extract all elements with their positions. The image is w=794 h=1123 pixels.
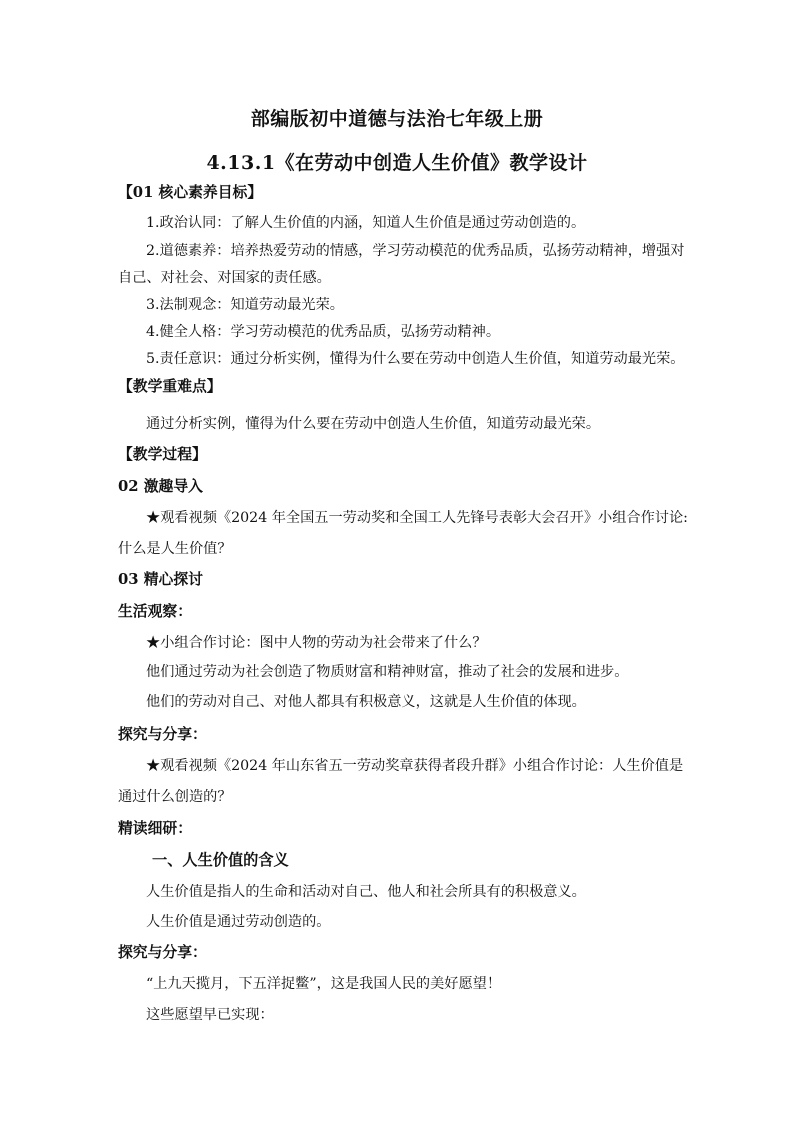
key-text: 通过分析实例，懂得为什么要在劳动中创造人生价值，知道劳动最光荣。 (146, 416, 601, 432)
intro-line-2: 什么是人生价值？ (118, 541, 232, 557)
goal-item-4: 4.健全人格：学习劳动模范的优秀品质，弘扬劳动精神。 (146, 324, 501, 340)
read-heading: 精读细研： (118, 820, 192, 837)
goal-item-5: 5.责任意识：通过分析实例，懂得为什么要在劳动中创造人生价值，知道劳动最光荣。 (146, 351, 685, 367)
goal-item-1: 1.政治认同：了解人生价值的内涵，知道人生价值是通过劳动创造的。 (146, 215, 586, 231)
share-heading: 探究与分享： (118, 726, 207, 743)
page-title: 部编版初中道德与法治七年级上册 (250, 108, 544, 130)
process-heading: 【教学过程】 (118, 446, 207, 463)
meaning-line-1: 人生价值是指人的生命和活动对自己、他人和社会所具有的积极意义。 (146, 884, 586, 900)
share-line-1: ★观看视频《2024 年山东省五一劳动奖章获得者段升群》小组合作讨论：人生价值是 (146, 758, 684, 774)
goal-item-3: 3.法制观念：知道劳动最光荣。 (146, 297, 344, 313)
goal-item-2: 2.道德素养：培养热爱劳动的情感，学习劳动模范的优秀品质，弘扬劳动精神，增强对 (146, 243, 685, 259)
key-heading: 【教学重难点】 (118, 378, 222, 395)
explore-heading: 03 精心探讨 (118, 571, 203, 588)
life-line-2: 他们通过劳动为社会创造了物质财富和精神财富，推动了社会的发展和进步。 (146, 664, 629, 680)
share2-heading: 探究与分享： (118, 944, 207, 961)
intro-heading: 02 激趣导入 (118, 478, 203, 495)
share2-line-2: 这些愿望早已实现： (146, 1007, 274, 1023)
goal-item-2-cont: 自己、对社会、对国家的责任感。 (118, 270, 331, 286)
page-subtitle: 4.13.1《在劳动中创造人生价值》教学设计 (206, 152, 588, 174)
intro-line-1: ★观看视频《2024 年全国五一劳动奖和全国工人先锋号表彰大会召开》小组合作讨论: (146, 510, 688, 526)
share2-line-1: “上九天揽月，下五洋捉鳖”，这是我国人民的美好愿望！ (146, 976, 502, 992)
share-line-2: 通过什么创造的？ (118, 789, 232, 805)
life-line-1: ★小组合作讨论：图中人物的劳动为社会带来了什么？ (146, 635, 487, 651)
life-heading: 生活观察： (118, 603, 192, 620)
meaning-heading: 一、人生价值的含义 (152, 851, 289, 869)
meaning-line-2: 人生价值是通过劳动创造的。 (146, 914, 331, 930)
life-line-3: 他们的劳动对自己、对他人都具有积极意义，这就是人生价值的体现。 (146, 694, 586, 710)
goals-heading: 【01 核心素养目标】 (118, 184, 263, 201)
